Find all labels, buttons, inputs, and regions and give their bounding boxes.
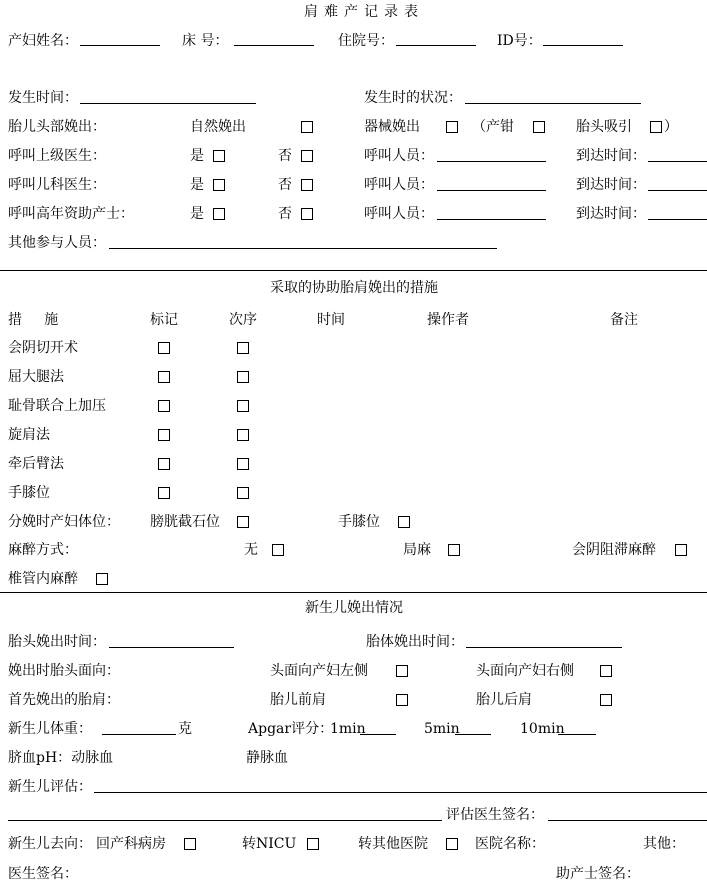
call-midwife-arrival-field[interactable]: [648, 219, 707, 220]
patient-name-label: 产妇姓名：: [8, 33, 78, 49]
dest-other-hospital-checkbox[interactable]: [446, 838, 458, 850]
section-divider: [0, 592, 707, 593]
call-senior-yes-checkbox[interactable]: [213, 150, 225, 162]
call-pediatric-yes-checkbox[interactable]: [213, 179, 225, 191]
natural-delivery-label: 自然娩出: [190, 119, 246, 135]
measures-heading: 采取的协助胎肩娩出的措施: [270, 280, 438, 296]
page-title: 肩难产记录表: [304, 4, 424, 20]
apgar-5min-label: 5min: [424, 721, 460, 737]
anesthesia-none-label: 无: [244, 542, 258, 558]
call-midwife-caller-field[interactable]: [437, 219, 546, 220]
anesthesia-local-label: 局麻: [403, 542, 431, 558]
bed-label: 床 号：: [182, 33, 229, 49]
destination-label: 新生儿去向：: [8, 836, 92, 852]
call-pediatric-caller-field[interactable]: [437, 190, 546, 191]
midwife-sign-label: 助产士签名：: [556, 866, 640, 882]
call-pediatric-no-label: 否: [278, 177, 292, 193]
dest-other-hospital-label: 转其他医院: [358, 836, 428, 852]
call-midwife-yes-label: 是: [190, 206, 204, 222]
id-field[interactable]: [543, 45, 623, 46]
position-hands-knees-checkbox[interactable]: [398, 516, 410, 528]
head-delivery-label: 胎儿头部娩出：: [8, 119, 106, 135]
measure-order-checkbox[interactable]: [237, 458, 249, 470]
ph-vein-label: 静脉血: [246, 750, 288, 766]
anesthesia-local-checkbox[interactable]: [448, 544, 460, 556]
apgar-label: Apgar评分：: [248, 721, 334, 737]
face-right-label: 头面向产妇右侧: [476, 663, 574, 679]
weight-unit: 克: [178, 721, 192, 737]
shoulder-front-label: 胎儿前肩: [270, 692, 326, 708]
assessment-label: 新生儿评估：: [8, 779, 92, 795]
call-senior-label: 呼叫上级医生：: [8, 148, 106, 164]
anesthesia-pudendal-checkbox[interactable]: [675, 544, 687, 556]
ph-artery-label: 脐血pH：动脉血: [8, 750, 114, 766]
face-label: 娩出时胎头面向：: [8, 663, 120, 679]
measure-row-label: 耻骨联合上加压: [8, 398, 106, 414]
call-midwife-label: 呼叫高年资助产士：: [8, 206, 134, 222]
dest-nicu-checkbox[interactable]: [307, 838, 319, 850]
position-lithotomy-label: 膀胱截石位: [150, 514, 220, 530]
doctor-sign-label: 医生签名：: [8, 866, 78, 882]
dest-nicu-label: 转NICU: [242, 836, 297, 852]
measure-order-checkbox[interactable]: [237, 342, 249, 354]
call-pediatric-caller-label: 呼叫人员：: [364, 177, 434, 193]
anesthesia-spinal-checkbox[interactable]: [96, 573, 108, 585]
measure-row-label: 牵后臂法: [8, 456, 64, 472]
onset-status-label: 发生时的状况：: [364, 90, 462, 106]
face-right-checkbox[interactable]: [600, 665, 612, 677]
call-senior-yes-label: 是: [190, 148, 204, 164]
hospital-name-label: 医院名称：: [475, 836, 545, 852]
apgar-1min-field[interactable]: [360, 734, 396, 735]
forceps-checkbox[interactable]: [533, 121, 545, 133]
anesthesia-none-checkbox[interactable]: [272, 544, 284, 556]
onset-status-field[interactable]: [465, 103, 641, 104]
call-pediatric-arrival-label: 到达时间：: [576, 177, 646, 193]
dest-ward-checkbox[interactable]: [184, 838, 196, 850]
vacuum-checkbox[interactable]: [650, 121, 662, 133]
measure-row-label: 手膝位: [8, 485, 50, 501]
call-senior-no-checkbox[interactable]: [301, 150, 313, 162]
call-senior-no-label: 否: [278, 148, 292, 164]
position-label: 分娩时产妇体位：: [8, 514, 120, 530]
body-time-label: 胎体娩出时间：: [366, 634, 464, 650]
measure-mark-checkbox[interactable]: [158, 429, 170, 441]
call-midwife-no-label: 否: [278, 206, 292, 222]
shoulder-label: 首先娩出的胎肩：: [8, 692, 120, 708]
instrumental-delivery-checkbox[interactable]: [446, 121, 458, 133]
assessment-field-line2[interactable]: [8, 820, 442, 821]
admission-field[interactable]: [396, 45, 476, 46]
head-time-label: 胎头娩出时间：: [8, 634, 106, 650]
dest-other-label: 其他：: [643, 836, 685, 852]
measure-mark-checkbox[interactable]: [158, 371, 170, 383]
call-pediatric-label: 呼叫儿科医生：: [8, 177, 106, 193]
col-order: 次序: [229, 312, 257, 328]
measure-order-checkbox[interactable]: [237, 487, 249, 499]
body-time-field[interactable]: [466, 647, 622, 648]
forceps-label: （产钳: [472, 119, 514, 135]
col-measure: 措 施: [8, 312, 59, 328]
col-operator: 操作者: [427, 312, 469, 328]
assessment-sign-field[interactable]: [548, 820, 707, 821]
patient-name-field[interactable]: [80, 45, 160, 46]
apgar-1min-label: 1min: [330, 721, 366, 737]
call-senior-caller-field[interactable]: [437, 161, 546, 162]
measure-row-label: 屈大腿法: [8, 369, 64, 385]
dest-ward-label: 回产科病房: [96, 836, 166, 852]
call-senior-caller-label: 呼叫人员：: [364, 148, 434, 164]
apgar-10min-field[interactable]: [558, 734, 596, 735]
measure-mark-checkbox[interactable]: [158, 400, 170, 412]
measure-mark-checkbox[interactable]: [158, 342, 170, 354]
shoulder-front-checkbox[interactable]: [396, 694, 408, 706]
call-pediatric-arrival-field[interactable]: [648, 190, 707, 191]
admission-label: 住院号：: [338, 33, 394, 49]
section-divider: [0, 270, 707, 271]
weight-field[interactable]: [102, 734, 176, 735]
bed-field[interactable]: [234, 45, 314, 46]
shoulder-back-label: 胎儿后肩: [476, 692, 532, 708]
position-hands-knees-label: 手膝位: [338, 514, 380, 530]
instrumental-delivery-label: 器械娩出: [364, 119, 420, 135]
call-midwife-arrival-label: 到达时间：: [576, 206, 646, 222]
call-midwife-caller-label: 呼叫人员：: [364, 206, 434, 222]
anesthesia-spinal-label: 椎管内麻醉: [8, 571, 78, 587]
head-time-field[interactable]: [109, 647, 234, 648]
measure-order-checkbox[interactable]: [237, 371, 249, 383]
natural-delivery-checkbox[interactable]: [301, 121, 313, 133]
shoulder-back-checkbox[interactable]: [600, 694, 612, 706]
call-midwife-yes-checkbox[interactable]: [213, 208, 225, 220]
anesthesia-pudendal-label: 会阴阻滞麻醉: [572, 542, 656, 558]
col-mark: 标记: [150, 312, 178, 328]
newborn-heading: 新生儿娩出情况: [305, 600, 403, 616]
onset-time-label: 发生时间：: [8, 90, 78, 106]
weight-label: 新生儿体重：: [8, 721, 92, 737]
position-lithotomy-checkbox[interactable]: [237, 516, 249, 528]
id-label: ID号：: [497, 33, 542, 49]
apgar-10min-label: 10min: [520, 721, 565, 737]
measure-mark-checkbox[interactable]: [158, 487, 170, 499]
anesthesia-label: 麻醉方式：: [8, 542, 78, 558]
apgar-5min-field[interactable]: [455, 734, 491, 735]
others-field[interactable]: [109, 248, 497, 249]
measure-row-label: 旋肩法: [8, 427, 50, 443]
measure-mark-checkbox[interactable]: [158, 458, 170, 470]
measure-order-checkbox[interactable]: [237, 429, 249, 441]
call-senior-arrival-label: 到达时间：: [576, 148, 646, 164]
close-paren: ）: [664, 119, 678, 135]
call-pediatric-yes-label: 是: [190, 177, 204, 193]
call-pediatric-no-checkbox[interactable]: [301, 179, 313, 191]
col-time: 时间: [317, 312, 345, 328]
assessment-field[interactable]: [94, 792, 707, 793]
others-label: 其他参与人员：: [8, 235, 106, 251]
onset-time-field[interactable]: [80, 103, 256, 104]
assessment-sign-label: 评估医生签名：: [446, 807, 544, 823]
call-senior-arrival-field[interactable]: [648, 161, 707, 162]
face-left-checkbox[interactable]: [396, 665, 408, 677]
call-midwife-no-checkbox[interactable]: [301, 208, 313, 220]
measure-row-label: 会阴切开术: [8, 340, 78, 356]
face-left-label: 头面向产妇左侧: [270, 663, 368, 679]
col-remark: 备注: [610, 312, 638, 328]
measure-order-checkbox[interactable]: [237, 400, 249, 412]
vacuum-label: 胎头吸引: [576, 119, 632, 135]
